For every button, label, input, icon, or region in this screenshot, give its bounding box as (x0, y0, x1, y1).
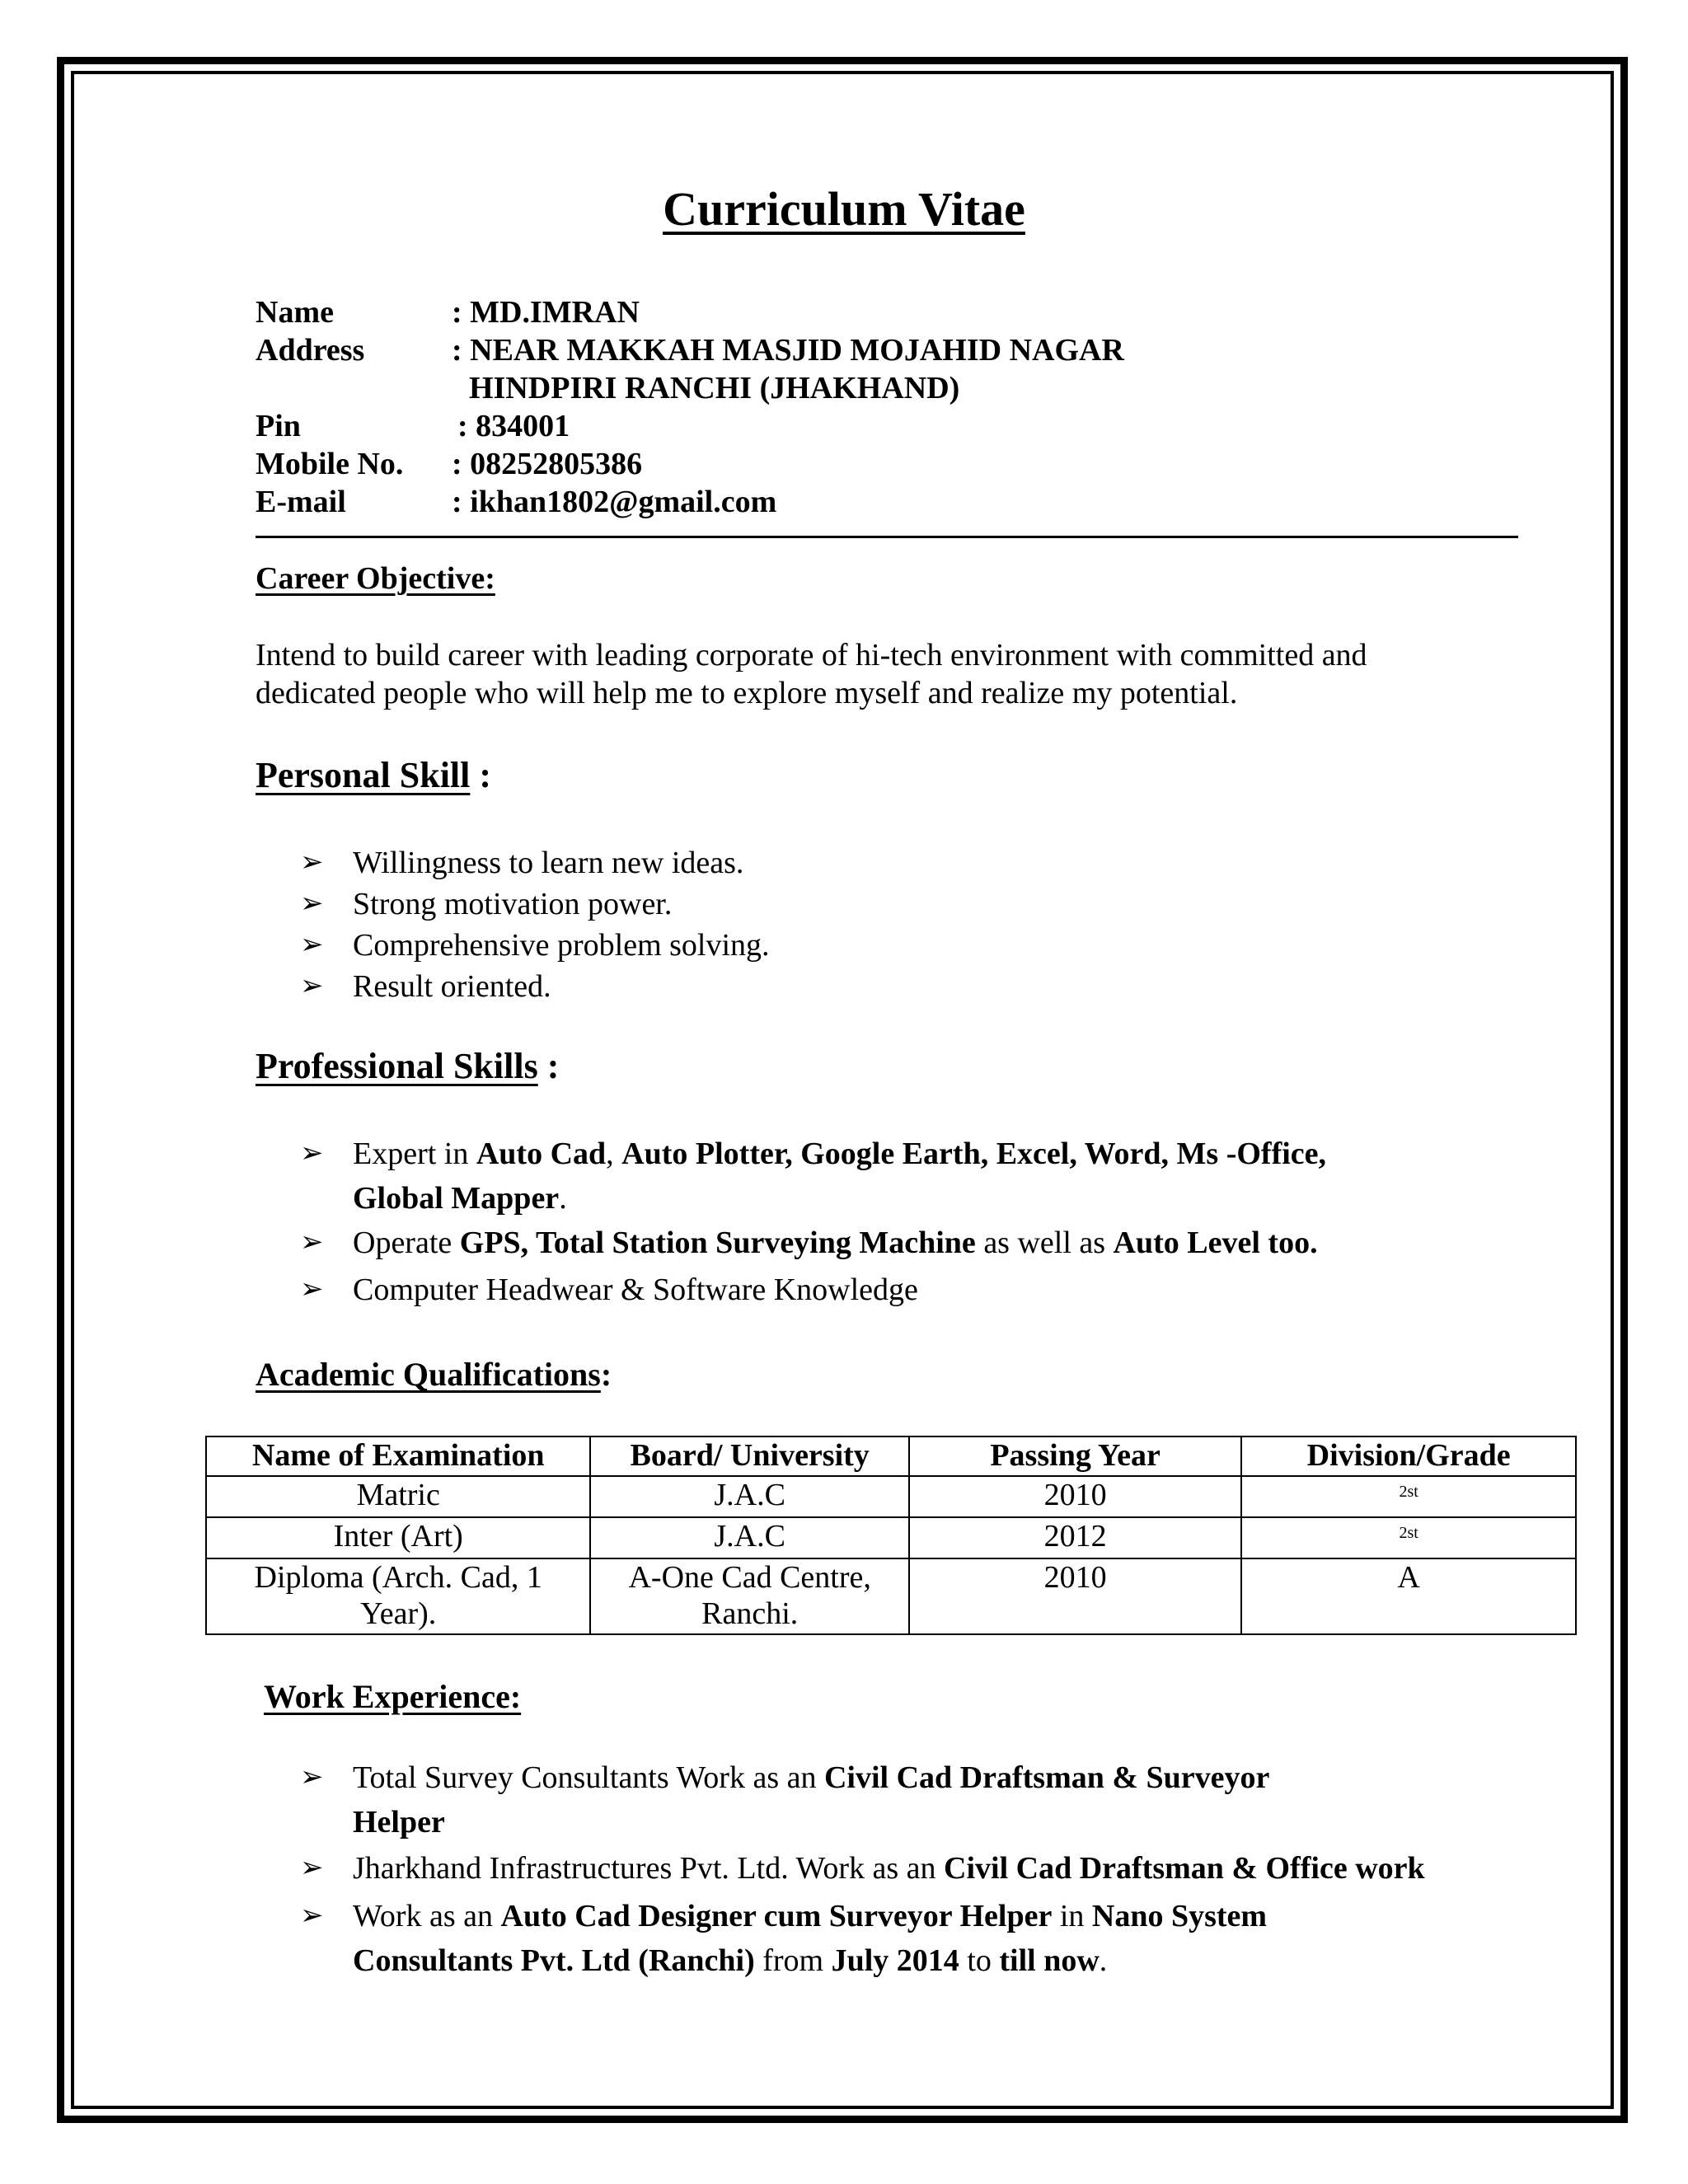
exam-cell: Matric (206, 1476, 590, 1517)
year-cell: 2010 (909, 1558, 1241, 1634)
year-cell: 2010 (909, 1476, 1241, 1517)
list-item: ➢ Total Survey Consultants Work as an Civil Cad Draftsman & Surveyor Helper (353, 1755, 1423, 1844)
address-label: Address (256, 333, 365, 368)
personal-skill-heading-colon: : (470, 755, 492, 795)
work-experience-heading: Work Experience: (264, 1678, 522, 1715)
horizontal-divider (256, 536, 1518, 538)
arrow-bullet-icon: ➢ (300, 1853, 324, 1883)
academic-heading-colon: : (600, 1356, 612, 1393)
pin-label: Pin (256, 409, 301, 443)
column-header: Passing Year (909, 1436, 1241, 1476)
board-cell: A-One Cad Centre, Ranchi. (590, 1558, 909, 1634)
academic-heading (256, 1355, 612, 1394)
academic-heading-text: Academic Qualifications (256, 1356, 601, 1393)
arrow-bullet-icon: ➢ (300, 1762, 324, 1793)
name-label: Name (256, 295, 334, 330)
document-title: Curriculum Vitae (663, 182, 1025, 236)
arrow-bullet-icon: ➢ (300, 1227, 324, 1258)
list-item-text: Strong motivation power. (353, 887, 673, 921)
list-item: ➢ Work as an Auto Cad Designer cum Surveyor Helper in Nano System Consultants Pvt. Ltd (Ranchi) from July 2014 to till now. (353, 1894, 1423, 1983)
list-item (300, 1268, 918, 1312)
table-row (206, 1558, 1576, 1634)
exam-cell: Inter (Art) (206, 1517, 590, 1558)
arrow-bullet-icon: ➢ (300, 971, 324, 1001)
board-cell: J.A.C (590, 1476, 909, 1517)
list-item (300, 841, 744, 885)
arrow-bullet-icon: ➢ (300, 1900, 324, 1931)
exam-cell: Diploma (Arch. Cad, 1 Year). (206, 1558, 590, 1634)
table-row (206, 1476, 1576, 1517)
career-objective-line2: dedicated people who will help me to explore myself and realize my potential. (256, 676, 1238, 710)
mobile-label: Mobile No. (256, 447, 404, 481)
list-item: ➢ Expert in Auto Cad, Auto Plotter, Google Earth, Excel, Word, Ms -Office, Global Mapper. (353, 1132, 1424, 1221)
year-cell: 2012 (909, 1517, 1241, 1558)
professional-skills-heading-text: Professional Skills (256, 1046, 538, 1086)
address-line2: HINDPIRI RANCHI (JHAKHAND) (469, 371, 960, 405)
column-header: Name of Examination (206, 1436, 590, 1476)
arrow-bullet-icon: ➢ (300, 1138, 324, 1169)
list-item: ➢ Operate GPS, Total Station Surveying Machine as well as Auto Level too. (353, 1221, 1318, 1265)
grade-cell: A (1241, 1558, 1576, 1634)
mobile-value: : 08252805386 (452, 447, 643, 481)
list-item (300, 882, 673, 926)
email-label: E-mail (256, 485, 346, 519)
board-cell: J.A.C (590, 1517, 909, 1558)
list-item-text: Comprehensive problem solving. (353, 928, 770, 963)
professional-skills-heading-colon: : (537, 1046, 560, 1086)
arrow-bullet-icon: ➢ (300, 1274, 324, 1305)
arrow-bullet-icon: ➢ (300, 888, 324, 919)
list-item-text: Result oriented. (353, 969, 551, 1004)
list-item-text: Computer Headwear & Software Knowledge (353, 1272, 918, 1307)
table-row (206, 1517, 1576, 1558)
column-header: Division/Grade (1241, 1436, 1576, 1476)
grade-cell: 2st (1241, 1476, 1576, 1517)
career-objective-heading: Career Objective: (256, 561, 495, 596)
email-value: : ikhan1802@gmail.com (452, 485, 777, 519)
list-item (300, 964, 551, 1009)
professional-skills-heading (256, 1045, 559, 1087)
address-line1: : NEAR MAKKAH MASJID MOJAHID NAGAR (452, 333, 1124, 368)
arrow-bullet-icon: ➢ (300, 847, 324, 878)
arrow-bullet-icon: ➢ (300, 930, 324, 960)
personal-skill-heading (256, 754, 491, 796)
list-item (300, 923, 770, 968)
grade-cell: 2st (1241, 1517, 1576, 1558)
academic-table (205, 1436, 1577, 1635)
column-header: Board/ University (590, 1436, 909, 1476)
personal-skill-heading-text: Personal Skill (256, 755, 471, 795)
list-item-text: Willingness to learn new ideas. (353, 846, 744, 880)
career-objective-line1: Intend to build career with leading corporate of hi-tech environment with committed and (256, 638, 1367, 673)
pin-value: : 834001 (457, 409, 570, 443)
list-item: ➢ Jharkhand Infrastructures Pvt. Ltd. Work as an Civil Cad Draftsman & Office work (353, 1846, 1425, 1891)
table-header-row (206, 1436, 1576, 1476)
name-value: : MD.IMRAN (452, 295, 640, 330)
